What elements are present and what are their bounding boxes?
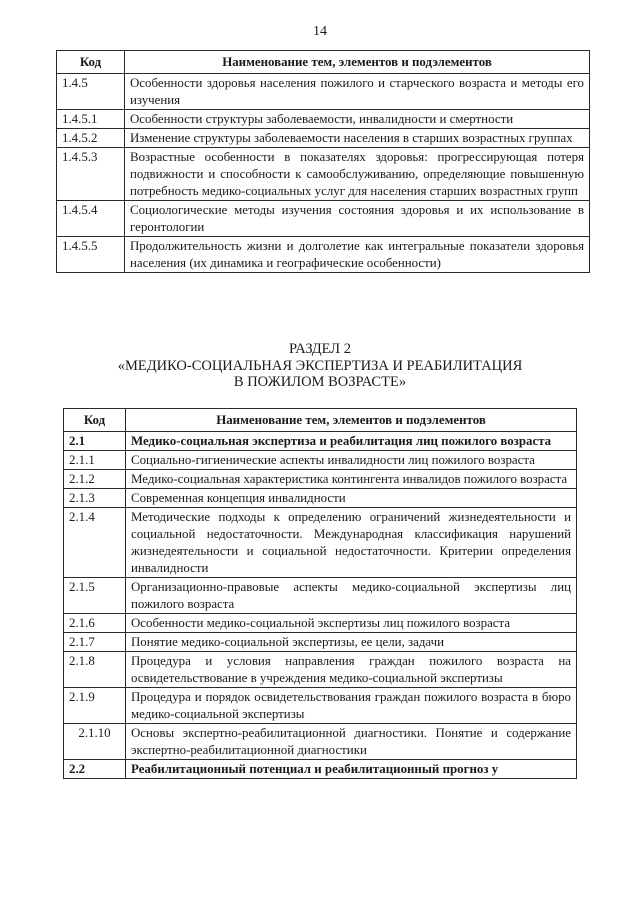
row-code: 1.4.5.4 [57,201,125,237]
table-row [64,633,577,652]
row-code: 2.1.10 [64,724,126,760]
table-row [64,760,577,779]
section-title-line-1: «МЕДИКО-СОЦИАЛЬНАЯ ЭКСПЕРТИЗА И РЕАБИЛИТАЦИЯ [117,357,523,374]
table-row [64,652,577,688]
row-text: Процедура и порядок освидетельствования граждан пожилого возраста в бюро медико-социальной экспертизы [126,688,577,724]
row-text: Современная концепция инвалидности [126,489,577,508]
row-text: Особенности здоровья населения пожилого и старческого возраста и методы его изучения [125,74,590,110]
row-text: Продолжительность жизни и долголетие как интегральные показатели здоровья населения (их динамика и географические особенности) [125,237,590,273]
row-text: Социально-гигиенические аспекты инвалидности лиц пожилого возраста [126,451,577,470]
row-text: Основы экспертно-реабилитационной диагностики. Понятие и содержание экспертно-реабилитационной диагностики [126,724,577,760]
header-code: Код [64,409,126,432]
row-text: Особенности медико-социальной экспертизы лиц пожилого возраста [126,614,577,633]
table-row [64,508,577,578]
row-code: 2.1.5 [64,578,126,614]
row-code: 2.1.9 [64,688,126,724]
section-number: РАЗДЕЛ 2 [289,341,351,357]
table-row [57,110,590,129]
table-row [64,470,577,489]
row-code: 1.4.5.5 [57,237,125,273]
row-text: Медико-социальная экспертиза и реабилитация лиц пожилого возраста [126,432,577,451]
table-row [64,688,577,724]
table-row [57,129,590,148]
row-code: 2.1 [64,432,126,451]
row-text: Процедура и условия направления граждан пожилого возраста на освидетельствование в учреждения медико-социальной экспертизы [126,652,577,688]
row-text: Возрастные особенности в показателях здоровья: прогрессирующая потеря подвижности и способности к самообслуживанию, определяющие повышенную потребность медико-социальных услуг для населения старших возрастных групп [125,148,590,201]
table-row [64,451,577,470]
row-code: 2.1.2 [64,470,126,489]
table-row [64,614,577,633]
row-code: 2.1.1 [64,451,126,470]
row-code: 2.2 [64,760,126,779]
row-text: Медико-социальная характеристика контингента инвалидов пожилого возраста [126,470,577,489]
row-code: 2.1.4 [64,508,126,578]
table-row [57,201,590,237]
row-text: Особенности структуры заболеваемости, инвалидности и смертности [125,110,590,129]
row-text: Организационно-правовые аспекты медико-социальной экспертизы лиц пожилого возраста [126,578,577,614]
table-row [64,489,577,508]
table-row [57,148,590,201]
row-text: Социологические методы изучения состояния здоровья и их использование в геронтологии [125,201,590,237]
table-row [64,578,577,614]
row-code: 1.4.5.1 [57,110,125,129]
section-title-line-2: В ПОЖИЛОМ ВОЗРАСТЕ» [233,374,407,390]
row-code: 2.1.6 [64,614,126,633]
table-header-row [64,409,577,432]
topics-table-section-2 [63,408,577,779]
row-code: 2.1.8 [64,652,126,688]
row-code: 1.4.5 [57,74,125,110]
table-row [64,724,577,760]
row-text: Реабилитационный потенциал и реабилитационный прогноз у [126,760,577,779]
row-text: Понятие медико-социальной экспертизы, ее цели, задачи [126,633,577,652]
page-number: 14 [313,24,327,39]
section-heading [0,341,640,391]
topics-table-section-1 [56,50,590,273]
table-row [57,74,590,110]
row-text: Методические подходы к определению ограничений жизнедеятельности и социальной недостаточности. Международная классификация нарушений жизнедеятельности и социальной недостаточности. Критерии определения инвалидности [126,508,577,578]
header-name: Наименование тем, элементов и подэлементов [125,51,590,74]
row-code: 1.4.5.3 [57,148,125,201]
table-row [64,432,577,451]
row-code: 1.4.5.2 [57,129,125,148]
table-row [57,237,590,273]
row-text: Изменение структуры заболеваемости населения в старших возрастных группах [125,129,590,148]
header-name: Наименование тем, элементов и подэлементов [126,409,577,432]
header-code: Код [57,51,125,74]
row-code: 2.1.7 [64,633,126,652]
table-header-row [57,51,590,74]
row-code: 2.1.3 [64,489,126,508]
